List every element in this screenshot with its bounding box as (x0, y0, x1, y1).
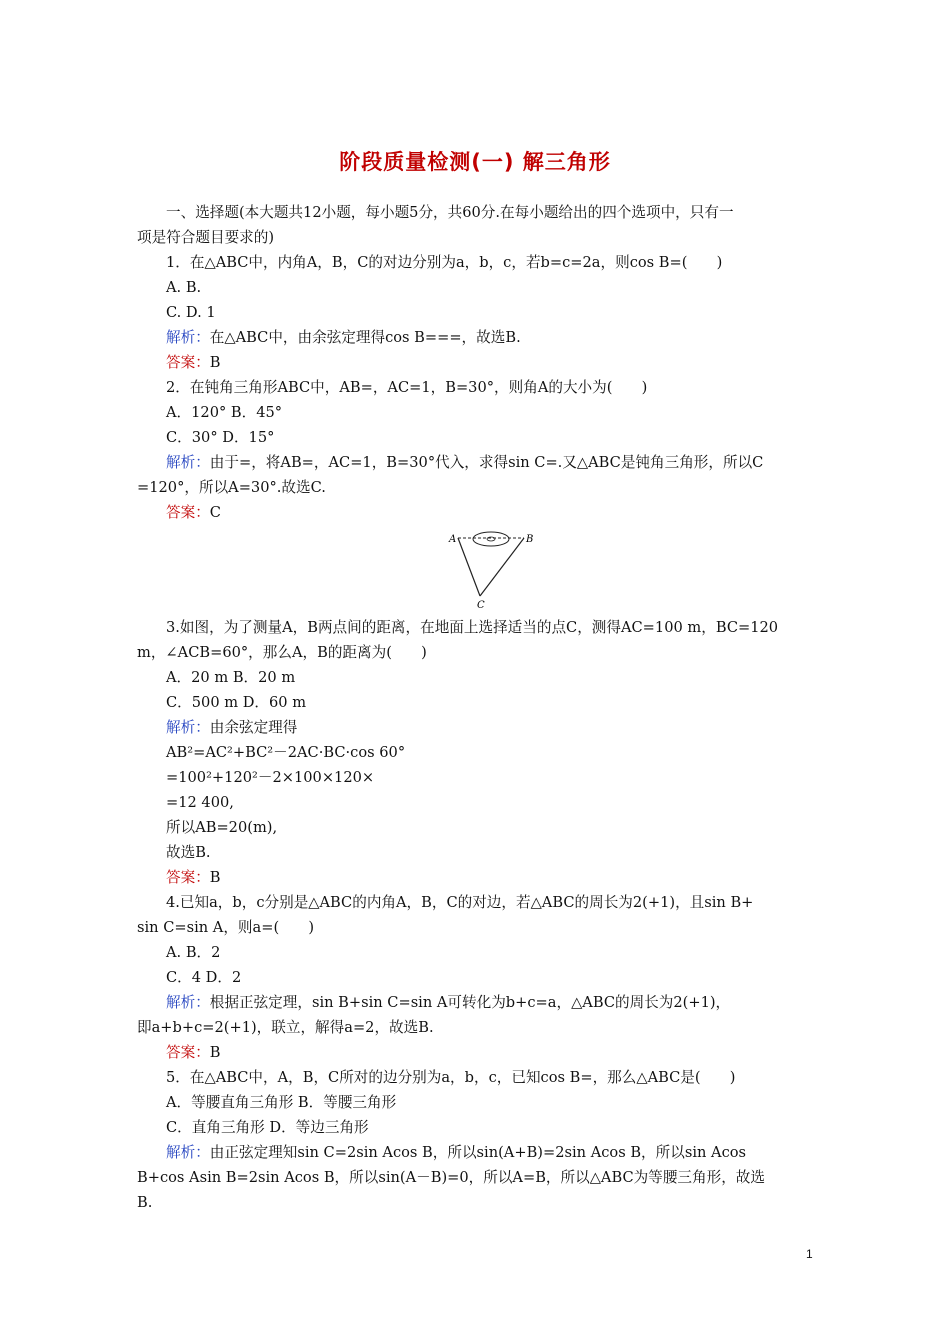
answer-label: 答案： (166, 1044, 210, 1061)
text-line: sin C=sin A，则a=( ) (137, 919, 315, 936)
text-line: 5．在△ABC中，A，B，C所对的边分别为a，b，c，已知cos B=，那么△ABC是( ) (166, 1069, 736, 1086)
text-line (166, 328, 521, 348)
text-line: A．等腰直角三角形 B．等腰三角形 (166, 1094, 397, 1111)
analysis-label: 解析： (166, 329, 210, 346)
text-line: m，∠ACB=60°，那么A，B的距离为( ) (137, 644, 427, 661)
text-line: 项是符合题目要求的) (137, 229, 275, 246)
text-line: 故选B. (166, 844, 211, 861)
triangle-figure (446, 528, 546, 612)
text-line: =12 400, (166, 794, 234, 811)
text-line: 即a+b+c=2(+1)，联立，解得a=2，故选B. (137, 1019, 434, 1036)
text-line: AB²=AC²+BC²－2AC·BC·cos 60° (166, 744, 406, 761)
bc-side (480, 538, 524, 596)
text-line (166, 993, 730, 1013)
pond-outline (473, 532, 509, 546)
analysis-label: 解析： (166, 1144, 210, 1161)
text-line: B+cos Asin B=2sin Acos B，所以sin(A－B)=0，所以A=B，所以△ABC为等腰三角形，故选 (137, 1169, 765, 1186)
line-text: B (209, 354, 221, 371)
text-line: 4.已知a，b，c分别是△ABC的内角A，B，C的对边，若△ABC的周长为2(+1)，且sin B+ (166, 894, 754, 911)
line-text: 在△ABC中，由余弦定理得cos B===，故选B. (209, 329, 521, 346)
text-line: C．500 m D．60 m (166, 694, 307, 711)
text-line: 3.如图，为了测量A，B两点间的距离，在地面上选择适当的点C，测得AC=100 m，BC=120 (166, 619, 779, 636)
label-a: A (449, 534, 457, 545)
text-line: 2．在钝角三角形ABC中，AB=，AC=1，B=30°，则角A的大小为( ) (166, 379, 648, 396)
text-line (166, 868, 221, 888)
page-number: 1 (806, 1247, 813, 1261)
text-line: C. D. 1 (166, 304, 216, 321)
text-line: A. B．2 (166, 944, 221, 961)
line-text: 由余弦定理得 (209, 719, 298, 736)
text-line: =120°，所以A=30°.故选C. (137, 479, 326, 496)
text-line: 一、选择题(本大题共12小题，每小题5分，共60分.在每小题给出的四个选项中，只有一 (166, 204, 734, 221)
line-text: 由于=，将AB=，AC=1，B=30°代入，求得sin C=.又△ABC是钝角三角形，所以C (209, 454, 764, 471)
text-line (166, 1043, 221, 1063)
text-line: 1．在△ABC中，内角A，B，C的对边分别为a，b，c，若b=c=2a，则cos B=( ) (166, 254, 723, 271)
line-text: B (209, 1044, 221, 1061)
text-line (166, 503, 221, 523)
answer-label: 答案： (166, 354, 210, 371)
answer-label: 答案： (166, 869, 210, 886)
text-line: A．20 m B．20 m (166, 669, 296, 686)
text-line (166, 453, 763, 473)
line-text: B (209, 869, 221, 886)
text-line: B. (137, 1194, 153, 1211)
text-line (166, 353, 221, 373)
page-title: 阶段质量检测(一) 解三角形 (339, 150, 611, 174)
text-line: C．30° D．15° (166, 429, 275, 446)
text-line: C．直角三角形 D．等边三角形 (166, 1119, 369, 1136)
text-line: C．4 D．2 (166, 969, 242, 986)
line-text: C (209, 504, 221, 521)
answer-label: 答案： (166, 504, 210, 521)
text-line (166, 718, 297, 738)
ac-side (458, 538, 480, 596)
text-line: A．120° B．45° (166, 404, 283, 421)
line-text: 根据正弦定理，sin B+sin C=sin A可转化为b+c=a，△ABC的周长为2(+1)， (209, 994, 731, 1011)
text-line (166, 1143, 746, 1163)
analysis-label: 解析： (166, 719, 210, 736)
label-b: B (526, 534, 534, 545)
line-text: 由正弦定理知sin C=2sin Acos B，所以sin(A+B)=2sin Acos B，所以sin Acos (209, 1144, 747, 1161)
label-c: C (477, 600, 485, 611)
text-line: A. B. (166, 279, 202, 296)
analysis-label: 解析： (166, 994, 210, 1011)
text-line: =100²+120²－2×100×120× (166, 769, 375, 786)
analysis-label: 解析： (166, 454, 210, 471)
text-line: 所以AB=20(m), (166, 819, 278, 836)
